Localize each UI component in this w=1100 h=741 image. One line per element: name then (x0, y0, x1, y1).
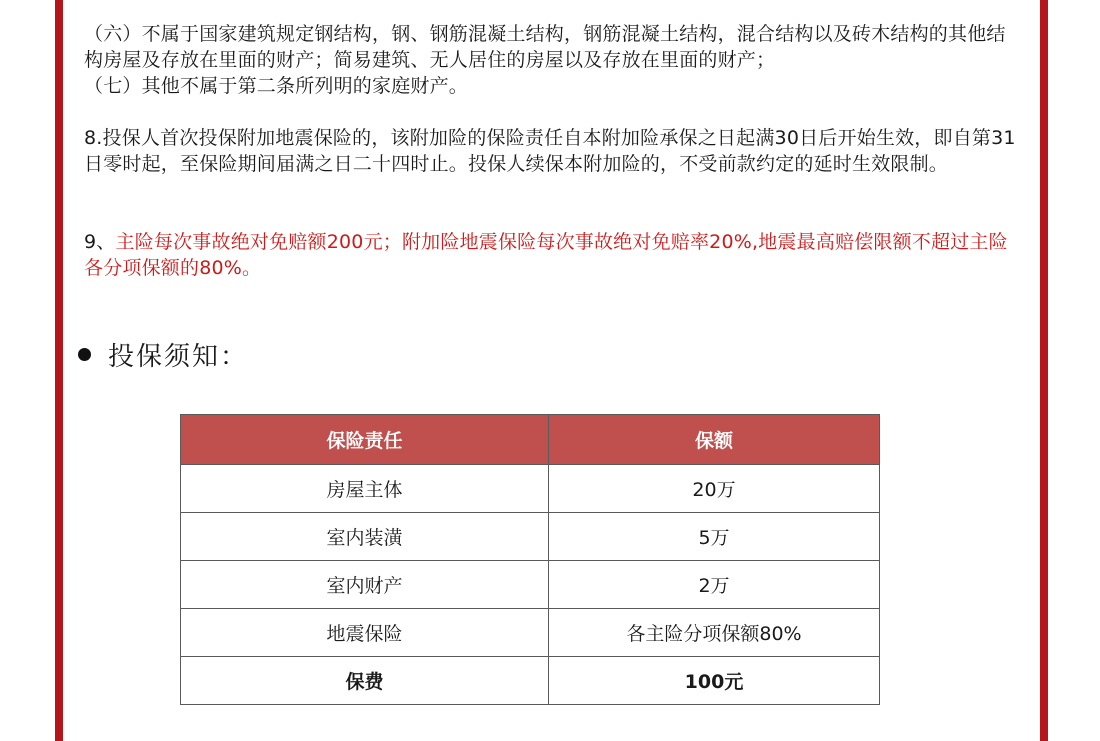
table-row (181, 465, 880, 513)
table-row (181, 561, 880, 609)
premium-label: 保费 (181, 657, 549, 705)
table-header-row (181, 415, 880, 465)
bullet-dot-icon (78, 348, 91, 361)
clause-9-number: 9、 (84, 231, 116, 253)
clause-8-text: 8.投保人首次投保附加地震保险的，该附加险的保险责任自本附加险承保之日起满30日后开始生效，即自第31日零时起，至保险期间届满之日二十四时止。投保人续保本附加险的，不受前款约定的延时生效限制。 (84, 127, 1016, 175)
header-coverage: 保险责任 (181, 415, 549, 465)
table-row (181, 609, 880, 657)
table-total-row (181, 657, 880, 705)
amount-cell: 各主险分项保额80% (549, 609, 880, 657)
section-heading (78, 336, 248, 372)
amount-cell: 5万 (549, 513, 880, 561)
header-amount: 保额 (549, 415, 880, 465)
coverage-cell: 地震保险 (181, 609, 549, 657)
table-row (181, 513, 880, 561)
coverage-cell: 房屋主体 (181, 465, 549, 513)
clause-9-text: 主险每次事故绝对免赔额200元；附加险地震保险每次事故绝对免赔率20%,地震最高赔偿限额不超过主险各分项保额的80%。 (84, 231, 1008, 279)
clause-9 (84, 229, 1024, 281)
coverage-cell: 室内装潢 (181, 513, 549, 561)
section-title: 投保须知： (108, 341, 249, 372)
right-border-bar (1040, 0, 1048, 741)
coverage-cell: 室内财产 (181, 561, 549, 609)
clause-6-7-text: （六）不属于国家建筑规定钢结构，钢、钢筋混凝土结构，钢筋混凝土结构，混合结构以及砖木结构的其他结构房屋及存放在里面的财产；简易建筑、无人居住的房屋以及存放在里面的财产； （七）其他不属于第二条所列明的家庭财产。 (84, 23, 1006, 97)
coverage-table (180, 414, 880, 705)
amount-cell: 20万 (549, 465, 880, 513)
premium-value: 100元 (549, 657, 880, 705)
left-border-bar (55, 0, 63, 741)
amount-cell: 2万 (549, 561, 880, 609)
